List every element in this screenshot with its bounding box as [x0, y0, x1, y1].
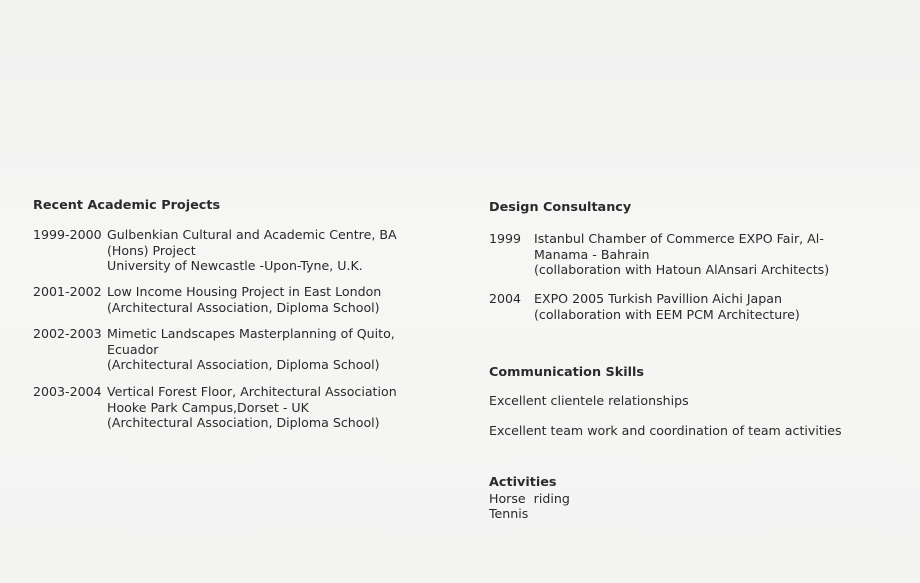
- activity-item: Tennis: [489, 506, 529, 521]
- entry-line: Gulbenkian Cultural and Academic Centre, BA: [107, 227, 397, 242]
- entry-line: Istanbul Chamber of Commerce EXPO Fair, Al-: [534, 231, 824, 246]
- entry-line: Ecuador: [107, 341, 159, 357]
- entry-line: (collaboration with EEM PCM Architecture): [534, 306, 800, 322]
- communication-item: Excellent team work and coordination of team activities: [489, 423, 842, 438]
- entry-year: 2004: [489, 291, 522, 306]
- entry-year: 1999: [489, 231, 522, 246]
- entry-line: (Architectural Association, Diploma School): [107, 415, 380, 430]
- academic-projects-heading: Recent Academic Projects: [33, 198, 221, 213]
- entry-line: (Architectural Association, Diploma School): [107, 357, 380, 372]
- activity-item: Horse riding: [489, 491, 570, 506]
- design-consultancy-heading: Design Consultancy: [489, 200, 632, 215]
- entry-year: 2001-2002: [33, 284, 102, 299]
- academic-entry-2: [33, 284, 381, 315]
- academic-entry-1: [33, 227, 397, 274]
- entry-line: (Hons) Project: [107, 242, 196, 258]
- entry-line: Manama - Bahrain: [534, 246, 650, 262]
- entry-line: EXPO 2005 Turkish Pavillion Aichi Japan: [534, 291, 782, 306]
- entry-line: Hooke Park Campus,Dorset - UK: [107, 399, 309, 415]
- academic-entry-4: [33, 384, 397, 431]
- communication-skills-heading: Communication Skills: [489, 365, 645, 380]
- communication-item: Excellent clientele relationships: [489, 393, 689, 408]
- entry-year: 1999-2000: [33, 227, 102, 242]
- consultancy-entry-2: [489, 291, 800, 322]
- entry-line: Mimetic Landscapes Masterplanning of Quito,: [107, 326, 395, 341]
- entry-line: Vertical Forest Floor, Architectural Association: [107, 384, 397, 399]
- entry-line: Low Income Housing Project in East London: [107, 284, 382, 299]
- entry-line: University of Newcastle -Upon-Tyne, U.K.: [107, 258, 363, 273]
- entry-year: 2003-2004: [33, 384, 102, 399]
- academic-entry-3: [33, 326, 395, 373]
- entry-line: (Architectural Association, Diploma School): [107, 299, 380, 315]
- entry-line: (collaboration with Hatoun AlAnsari Architects): [534, 262, 830, 277]
- entry-year: 2002-2003: [33, 326, 102, 341]
- consultancy-entry-1: [489, 231, 829, 278]
- activities-heading: Activities: [489, 475, 557, 490]
